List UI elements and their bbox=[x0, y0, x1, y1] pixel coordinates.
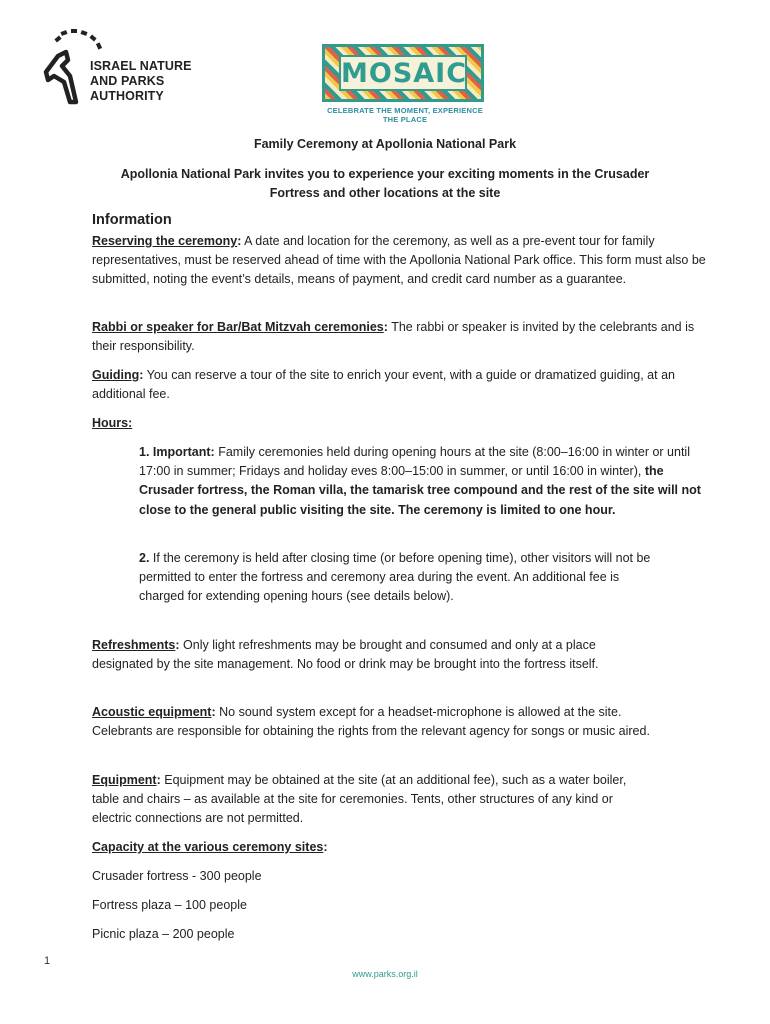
reserving-label: Reserving the ceremony bbox=[92, 234, 238, 248]
hours-item-1-bold: the Crusader fortress, the Roman villa, the tamarisk tree compound and the rest of the site will not close to the general public visiting the site. The ceremony is limited to one hour. bbox=[139, 464, 701, 517]
rabbi-label: Rabbi or speaker for Bar/Bat Mitzvah ceremonies bbox=[92, 320, 384, 334]
reserving-paragraph: Reserving the ceremony: A date and location for the ceremony, as well as a pre-event tour for family representatives, must be reserved ahead of time with the Apollonia National Park office. This form must also be submitted, noting the event’s details, means of payment, and credit card number as a guarantee. bbox=[92, 234, 706, 287]
equipment-label: Equipment bbox=[92, 773, 157, 787]
mosaic-frame bbox=[322, 44, 484, 102]
capacity-item: Picnic plaza – 200 people bbox=[92, 927, 235, 941]
hours-item-1-text: Family ceremonies held during opening hours at the site (8:00–16:00 in winter or until 17:00 in summer; Fridays and holiday eves 8:00–15:00 in summer, or until 16:00 in winter), bbox=[139, 445, 690, 479]
page-title: Family Ceremony at Apollonia National Park bbox=[253, 137, 517, 151]
mosaic-word: MOSAIC bbox=[341, 58, 468, 89]
footer-url[interactable]: www.parks.org.il bbox=[352, 969, 418, 979]
acoustic-paragraph: Acoustic equipment: No sound system except for a headset-microphone is allowed at the site. Celebrants are responsible for obtaining the rights from the relevant agency for songs or music aired. bbox=[92, 705, 650, 739]
hours-item-1-number: 1. Important: bbox=[139, 445, 215, 459]
reserving-text: A date and location for the ceremony, as well as a pre-event tour for family representatives, must be reserved ahead of time with the Apollonia National Park office. This form must also be submitted, noting the event’s details, means of payment, and credit card number as a guarantee. bbox=[92, 234, 706, 287]
authority-name-line: ISRAEL NATURE bbox=[90, 59, 192, 73]
rabbi-paragraph: Rabbi or speaker for Bar/Bat Mitzvah ceremonies: The rabbi or speaker is invited by the celebrants and is their responsibility. bbox=[92, 320, 695, 354]
authority-logo bbox=[38, 26, 198, 106]
guiding-paragraph: Guiding: You can reserve a tour of the site to enrich your event, with a guide or dramatized guiding, at an additional fee. bbox=[92, 368, 675, 402]
authority-name-line: AUTHORITY bbox=[90, 89, 164, 103]
hours-item-2 bbox=[139, 549, 651, 607]
equipment-text: Equipment may be obtained at the site (at an additional fee), such as a water boiler, table and chairs – as available at the site for ceremonies. Tents, other structures of any kind or electric connections are not permitted. bbox=[92, 773, 627, 826]
acoustic-label: Acoustic equipment bbox=[92, 705, 212, 719]
refreshments-label: Refreshments bbox=[92, 638, 176, 652]
hours-item-2-number: 2. bbox=[139, 551, 150, 565]
refreshments-text: Only light refreshments may be brought and consumed and only at a place designated by the site management. No food or drink may be brought into the fortress itself. bbox=[92, 638, 599, 672]
rabbi-text: The rabbi or speaker is invited by the celebrants and is their responsibility. bbox=[92, 320, 695, 354]
capacity-heading: Capacity at the various ceremony sites: bbox=[92, 840, 328, 854]
info-heading: Information bbox=[92, 212, 172, 228]
equipment-paragraph: Equipment: Equipment may be obtained at the site (at an additional fee), such as a water boiler, table and chairs – as available at the site for ceremonies. Tents, other structures of any kind or electric connections are not permitted. bbox=[92, 773, 627, 826]
hours-heading bbox=[92, 414, 710, 433]
guiding-label: Guiding bbox=[92, 368, 140, 382]
capacity-label: Capacity at the various ceremony sites bbox=[92, 840, 324, 854]
hours-item-1 bbox=[139, 443, 715, 520]
authority-name-line: AND PARKS bbox=[90, 74, 165, 88]
page-subtitle: Apollonia National Park invites you to experience your exciting moments in the Crusader Fortress and other locations at the site bbox=[120, 167, 650, 200]
guiding-text: You can reserve a tour of the site to enrich your event, with a guide or dramatized guiding, at an additional fee. bbox=[92, 368, 675, 402]
refreshments-paragraph: Refreshments: Only light refreshments may be brought and consumed and only at a place designated by the site management. No food or drink may be brought into the fortress itself. bbox=[92, 638, 599, 672]
capacity-item: Fortress plaza – 100 people bbox=[92, 898, 247, 912]
mosaic-tagline: CELEBRATE THE MOMENT, EXPERIENCE THE PLACE bbox=[327, 106, 483, 124]
page-number: 1 bbox=[44, 955, 51, 967]
capacity-item: Crusader fortress - 300 people bbox=[92, 869, 262, 883]
acoustic-text: No sound system except for a headset-microphone is allowed at the site. Celebrants are responsible for obtaining the rights from the relevant agency for songs or music aired. bbox=[92, 705, 650, 739]
mosaic-logo bbox=[322, 44, 488, 124]
hours-item-2-text: If the ceremony is held after closing time (or before opening time), other visitors will not be permitted to enter the fortress and ceremony area during the event. An additional fee is charged for extending opening hours (see details below). bbox=[139, 551, 651, 604]
hours-label: Hours: bbox=[92, 416, 133, 430]
